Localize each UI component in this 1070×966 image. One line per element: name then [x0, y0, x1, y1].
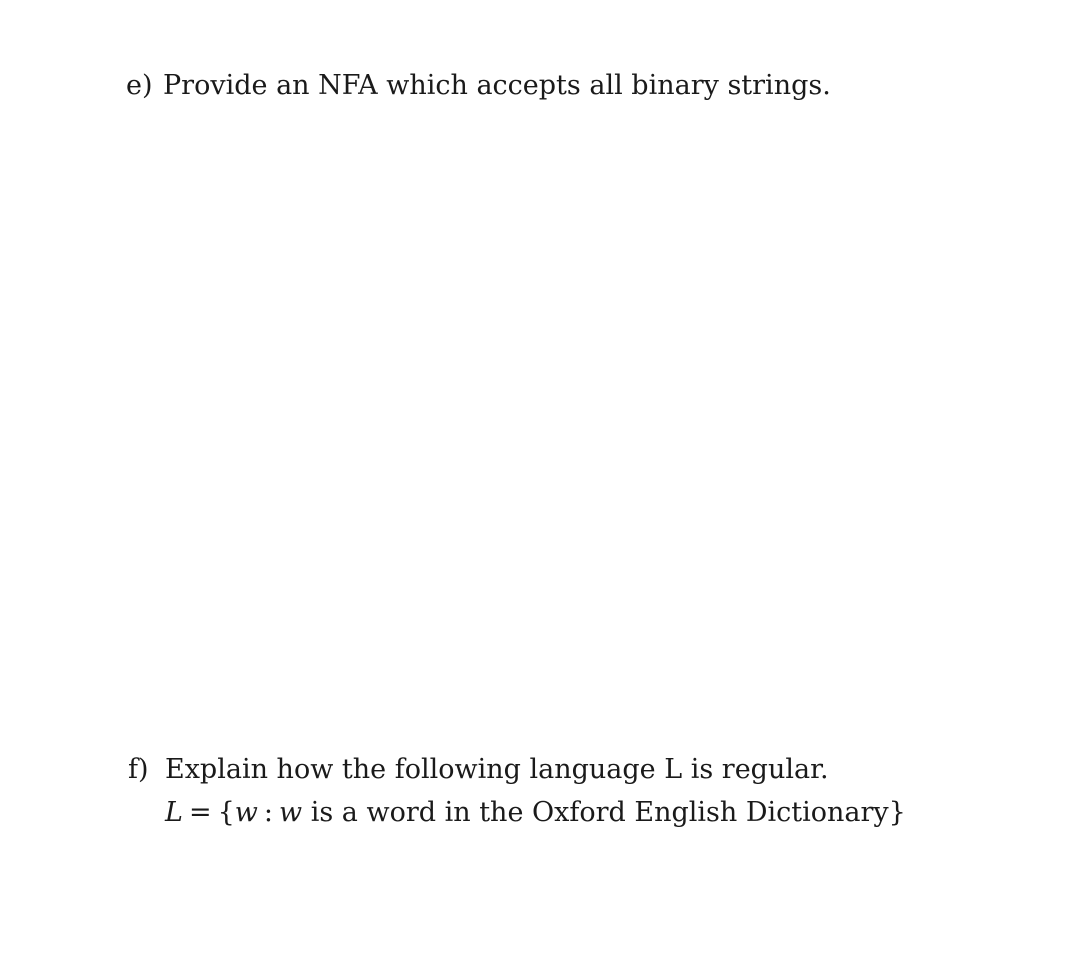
- question-text: Provide an NFA which accepts all binary strings.: [163, 70, 831, 101]
- question-text: Explain how the following language L is regular.: [165, 754, 829, 785]
- formula-var-w: w: [234, 797, 258, 828]
- language-definition-formula: [165, 799, 906, 826]
- formula-var-w: w: [278, 797, 303, 828]
- question-e: [126, 72, 831, 99]
- question-f: [128, 756, 829, 783]
- question-label: e): [126, 70, 153, 101]
- formula-open-brace: {: [217, 797, 235, 828]
- question-label: f): [128, 754, 149, 785]
- formula-colon: :: [263, 797, 273, 828]
- formula-description: is a word in the Oxford English Dictionary: [310, 797, 889, 828]
- formula-lhs: L: [165, 797, 183, 828]
- formula-equals: =: [188, 797, 212, 828]
- formula-close-brace: }: [888, 797, 906, 828]
